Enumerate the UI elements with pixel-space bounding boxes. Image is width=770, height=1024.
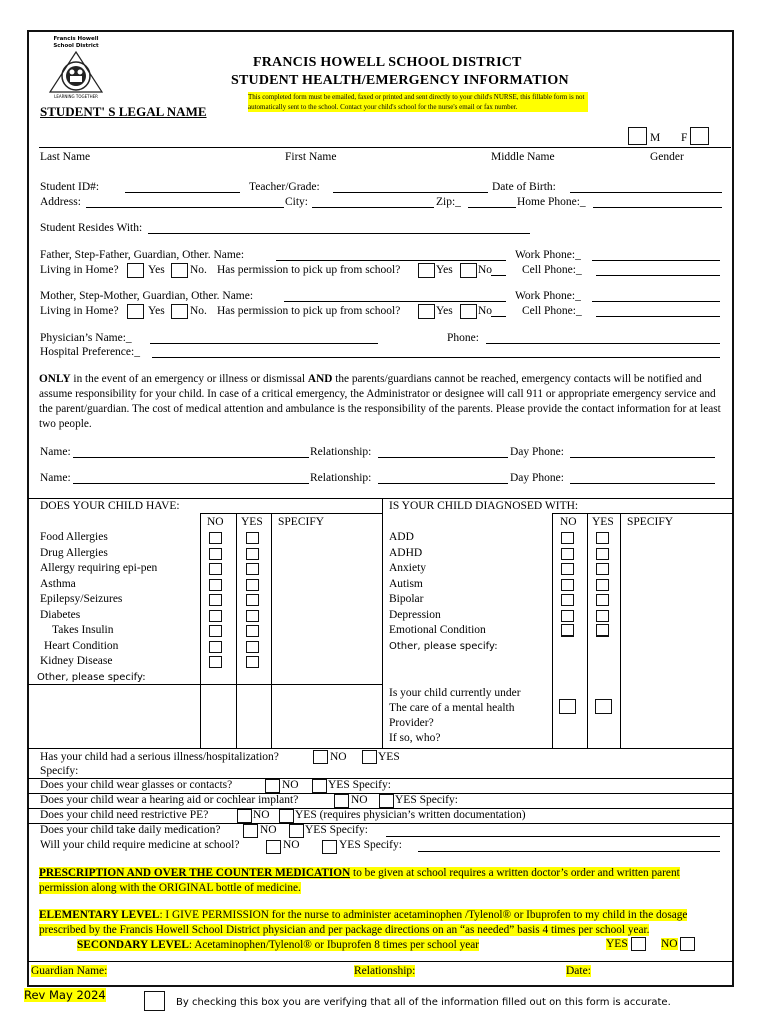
condition-no-checkbox[interactable] xyxy=(209,532,222,544)
q6-yes-label: YES Specify: xyxy=(339,839,402,851)
q2-yes-checkbox[interactable] xyxy=(312,779,327,793)
submission-notice: This completed form must be emailed, faxed or printed and sent directly to your child's NURSE, this fillable form is not automatically sent to the school. Contact your child's school for the nurse's email or fax number. xyxy=(248,92,588,112)
dob-label: Date of Birth: xyxy=(492,181,556,193)
mental-health-yes-checkbox[interactable] xyxy=(595,699,612,714)
physician-phone-field[interactable] xyxy=(486,343,720,344)
father-living-no-checkbox[interactable] xyxy=(171,263,188,278)
q1-specify-label: Specify: xyxy=(40,765,79,777)
secondary-no-label: NO xyxy=(661,938,678,950)
condition-yes-checkbox[interactable] xyxy=(246,594,259,606)
father-work-label: Work Phone:_ xyxy=(515,249,581,261)
mother-permission-label: Has permission to pick up from school? xyxy=(217,305,401,317)
father-living-no-label: No. xyxy=(190,264,207,276)
secondary-yes-label: YES xyxy=(606,938,628,950)
left-sub-header-line xyxy=(200,513,382,514)
condition-yes-checkbox[interactable] xyxy=(246,656,259,668)
right-sub-header-line xyxy=(552,513,733,514)
condition-no-checkbox[interactable] xyxy=(209,594,222,606)
right-other-label: Other, please specify: xyxy=(389,641,498,652)
mother-pickup-yes-checkbox[interactable] xyxy=(418,304,435,319)
elementary-label: ELEMENTARY LEVEL xyxy=(39,909,160,921)
condition-yes-checkbox[interactable] xyxy=(246,610,259,622)
mother-name-label: Mother, Step-Mother, Guardian, Other. Name: xyxy=(40,290,254,302)
condition-no-checkbox[interactable] xyxy=(209,656,222,668)
contact2-phone-label: Day Phone: xyxy=(510,472,564,484)
signature-divider xyxy=(28,961,733,962)
q5-yes-label: YES Specify: xyxy=(305,824,368,836)
q5-yes-checkbox[interactable] xyxy=(289,824,304,838)
hospital-label: Hospital Preference:_ xyxy=(40,346,140,358)
diagnosis-label: ADD xyxy=(389,531,414,543)
city-label: City: xyxy=(285,196,309,208)
gender-m-label: M xyxy=(650,132,661,144)
diagnosis-no-checkbox[interactable] xyxy=(561,548,574,560)
teacher-label: Teacher/Grade: xyxy=(249,181,320,193)
gender-f-checkbox[interactable] xyxy=(690,127,709,145)
middle-name-label: Middle Name xyxy=(491,151,555,163)
mental-health-line-2: The care of a mental health xyxy=(389,702,515,714)
mother-living-label: Living in Home? xyxy=(40,305,119,317)
father-cell-label: Cell Phone:_ xyxy=(522,264,582,276)
hospital-field[interactable] xyxy=(152,357,720,358)
physician-field[interactable] xyxy=(150,343,378,344)
mother-living-no-label: No. xyxy=(190,305,207,317)
q6-specify-field[interactable] xyxy=(418,851,720,852)
left-no-header: NO xyxy=(207,516,224,528)
contact1-name-field[interactable] xyxy=(73,457,309,458)
left-col-line-3 xyxy=(271,513,272,748)
mental-health-no-checkbox[interactable] xyxy=(559,699,576,714)
father-pickup-yes-label: Yes xyxy=(436,264,453,276)
mother-pickup-no-label: No xyxy=(478,305,493,317)
home-phone-label: Home Phone:_ xyxy=(517,196,586,208)
left-header: DOES YOUR CHILD HAVE: xyxy=(40,500,180,512)
mental-health-line-4: If so, who? xyxy=(389,732,441,744)
left-specify-header: SPECIFY xyxy=(278,516,325,528)
medication-heading: PRESCRIPTION AND OVER THE COUNTER MEDICATION xyxy=(39,867,351,879)
father-living-label: Living in Home? xyxy=(40,264,119,276)
signature-relationship-label: Relationship: xyxy=(354,965,416,977)
district-logo xyxy=(46,36,106,100)
diagnosis-label: Bipolar xyxy=(389,593,424,605)
mother-cell-field[interactable] xyxy=(596,316,720,317)
left-yes-header: YES xyxy=(241,516,263,528)
diagnosis-no-checkbox[interactable] xyxy=(561,594,574,606)
first-name-label: First Name xyxy=(285,151,337,163)
contact2-relationship-field[interactable] xyxy=(378,483,508,484)
condition-label: Diabetes xyxy=(40,608,81,621)
diagnosis-label: Autism xyxy=(389,577,423,590)
q4-no-checkbox[interactable] xyxy=(237,809,252,823)
and-text: AND xyxy=(307,373,333,385)
condition-yes-checkbox[interactable] xyxy=(246,579,259,591)
diagnosis-label: Anxiety xyxy=(389,562,427,574)
diagnosis-label: Emotional Condition xyxy=(389,624,486,636)
father-cell-field[interactable] xyxy=(596,275,720,276)
zip-label: Zip:_ xyxy=(436,196,461,208)
district-title: FRANCIS HOWELL SCHOOL DISTRICT xyxy=(253,55,522,70)
father-name-label: Father, Step-Father, Guardian, Other. Name: xyxy=(40,249,245,261)
condition-label: Asthma xyxy=(40,577,76,590)
q6-yes-checkbox[interactable] xyxy=(322,840,337,854)
condition-label: Kidney Disease xyxy=(40,655,113,667)
mother-pickup-yes-label: Yes xyxy=(436,305,453,317)
q2-label: Does your child wear glasses or contacts? xyxy=(40,779,233,791)
diagnosis-no-checkbox[interactable] xyxy=(561,532,574,544)
address-field[interactable] xyxy=(86,207,284,208)
q4-yes-label: YES (requires physician’s written documentation) xyxy=(295,809,526,821)
student-id-field[interactable] xyxy=(125,192,240,193)
mother-living-no-checkbox[interactable] xyxy=(171,304,188,319)
revision-label: Rev May 2024 xyxy=(24,988,106,1002)
diagnosis-label: Depression xyxy=(389,608,441,621)
logo-text: Francis Howell School District xyxy=(53,36,99,49)
student-id-label: Student ID#: xyxy=(40,181,100,193)
mother-cell-label: Cell Phone:_ xyxy=(522,305,582,317)
q3-label: Does your child wear a hearing aid or cochlear implant? xyxy=(40,794,299,806)
table-top-line xyxy=(28,498,733,499)
father-pickup-no-label: No xyxy=(478,264,493,276)
secondary-no-checkbox[interactable] xyxy=(680,937,695,951)
father-pickup-no-checkbox[interactable] xyxy=(460,263,477,278)
contact2-name-label: Name: xyxy=(40,472,71,484)
right-col-line-1 xyxy=(552,513,553,748)
contact2-name-field[interactable] xyxy=(73,483,309,484)
right-yes-header: YES xyxy=(592,516,614,528)
secondary-label: SECONDARY LEVEL xyxy=(77,939,189,951)
mother-work-field[interactable] xyxy=(592,301,720,302)
father-name-field[interactable] xyxy=(276,260,506,261)
zip-field[interactable] xyxy=(468,207,516,208)
mental-health-line-3: Provider? xyxy=(389,717,434,729)
gender-label: Gender xyxy=(650,151,684,163)
q3-yes-checkbox[interactable] xyxy=(379,794,394,808)
father-pickup-yes-checkbox[interactable] xyxy=(418,263,435,278)
q2-yes-label: YES Specify: xyxy=(328,779,391,791)
form-title: STUDENT HEALTH/EMERGENCY INFORMATION xyxy=(231,73,569,88)
emergency-text-1: in the event of an emergency or illness or dismissal xyxy=(70,373,308,385)
medication-paragraph xyxy=(39,866,729,896)
elementary-text: : I GIVE PERMISSION for the nurse to administer acetaminophen /Tylenol® or Ibuprofen to my child in the dosage prescribed by the Francis Howell School District physician and per package directions on an “as needed” basis 4 times per school year. xyxy=(39,909,688,936)
condition-label: Allergy requiring epi-pen xyxy=(40,562,158,574)
left-col-line-2 xyxy=(236,513,237,748)
resides-label: Student Resides With: xyxy=(40,222,143,234)
city-field[interactable] xyxy=(312,207,434,208)
q2-no-checkbox[interactable] xyxy=(265,779,280,793)
legal-name-heading: STUDENT' S LEGAL NAME xyxy=(40,104,207,119)
condition-no-checkbox[interactable] xyxy=(209,641,222,653)
mother-pickup-line xyxy=(491,316,506,317)
diagnosis-yes-checkbox[interactable] xyxy=(596,610,609,622)
condition-yes-checkbox[interactable] xyxy=(246,641,259,653)
condition-no-checkbox[interactable] xyxy=(209,610,222,622)
right-specify-header: SPECIFY xyxy=(627,516,674,528)
q2-no-label: NO xyxy=(282,779,299,791)
q1-no-label: NO xyxy=(330,751,347,763)
q1-yes-checkbox[interactable] xyxy=(362,750,377,764)
mother-living-yes-label: Yes xyxy=(148,305,165,317)
contact1-name-label: Name: xyxy=(40,446,71,458)
resides-field[interactable] xyxy=(148,233,530,234)
mental-health-line-1: Is your child currently under xyxy=(389,687,521,699)
contact1-relationship-field[interactable] xyxy=(378,457,508,458)
q1-no-checkbox[interactable] xyxy=(313,750,328,764)
teacher-field[interactable] xyxy=(333,192,488,193)
father-pickup-line xyxy=(491,275,506,276)
condition-no-checkbox[interactable] xyxy=(209,563,222,575)
physician-phone-label: Phone: xyxy=(447,332,479,344)
diagnosis-yes-checkbox[interactable] xyxy=(596,594,609,606)
other-diagnosis-yes-checkbox[interactable] xyxy=(596,624,609,636)
dob-field[interactable] xyxy=(570,192,722,193)
condition-no-checkbox[interactable] xyxy=(209,548,222,560)
condition-no-checkbox[interactable] xyxy=(209,625,222,637)
diagnosis-no-checkbox[interactable] xyxy=(561,563,574,575)
q1-yes-label: YES xyxy=(378,751,400,763)
logo-emblem-icon xyxy=(46,50,106,100)
last-name-label: Last Name xyxy=(40,151,91,163)
name-line xyxy=(39,147,731,148)
diagnosis-yes-checkbox[interactable] xyxy=(596,563,609,575)
q6-no-checkbox[interactable] xyxy=(266,840,281,854)
father-living-yes-label: Yes xyxy=(148,264,165,276)
home-phone-field[interactable] xyxy=(593,207,722,208)
guardian-name-label: Guardian Name: xyxy=(31,965,108,977)
diagnosis-no-checkbox[interactable] xyxy=(561,610,574,622)
signature-date-label: Date: xyxy=(566,965,591,977)
condition-yes-checkbox[interactable] xyxy=(246,625,259,637)
father-work-field[interactable] xyxy=(592,260,720,261)
verify-text: By checking this box you are verifying that all of the information filled out on this form is accurate. xyxy=(176,997,671,1008)
logo-tagline: LEARNING TOGETHER xyxy=(54,94,98,99)
secondary-yes-checkbox[interactable] xyxy=(631,937,646,951)
q3-no-checkbox[interactable] xyxy=(334,794,349,808)
condition-yes-checkbox[interactable] xyxy=(246,563,259,575)
mother-name-field[interactable] xyxy=(284,301,506,302)
diagnosis-yes-checkbox[interactable] xyxy=(596,548,609,560)
father-living-yes-checkbox[interactable] xyxy=(127,263,144,278)
gender-m-checkbox[interactable] xyxy=(628,127,647,145)
q5-no-checkbox[interactable] xyxy=(243,824,258,838)
table-center-line xyxy=(382,498,383,748)
other-diagnosis-no-checkbox[interactable] xyxy=(561,624,574,636)
q4-label: Does your child need restrictive PE? xyxy=(40,809,209,821)
condition-label: Takes Insulin xyxy=(52,624,114,636)
right-no-header: NO xyxy=(560,516,577,528)
emergency-text-2: the parents/guardians cannot be reached, emergency contacts will be notified and assume responsibility for your child. In case of a critical emergency, the Administrator or designee will call 911 or appropriate emergency service and the parent/guardian. The cost of medical attention and ambulance is the responsibility of the parents. Please provide the contact information for at least two people. xyxy=(39,373,721,430)
diagnosis-yes-checkbox[interactable] xyxy=(596,532,609,544)
q6-label: Will your child require medicine at school? xyxy=(40,839,240,851)
q5-label: Does your child take daily medication? xyxy=(40,824,221,836)
emergency-paragraph xyxy=(39,372,729,432)
condition-yes-checkbox[interactable] xyxy=(246,548,259,560)
physician-label: Physician’s Name:_ xyxy=(40,332,132,344)
left-other-label: Other, please specify: xyxy=(37,672,146,683)
diagnosis-label: ADHD xyxy=(389,546,423,559)
diagnosis-yes-checkbox[interactable] xyxy=(596,579,609,591)
gender-f-label: F xyxy=(681,132,688,144)
right-header: IS YOUR CHILD DIAGNOSED WITH: xyxy=(389,500,579,512)
right-col-line-3 xyxy=(620,513,621,748)
diagnosis-no-checkbox[interactable] xyxy=(561,579,574,591)
mother-work-label: Work Phone:_ xyxy=(515,290,581,302)
q3-yes-label: YES Specify: xyxy=(395,794,458,806)
contact1-phone-label: Day Phone: xyxy=(510,446,564,458)
q5-no-label: NO xyxy=(260,824,277,836)
contact2-phone-field[interactable] xyxy=(570,483,715,484)
condition-label: Heart Condition xyxy=(44,639,119,652)
other-row-line xyxy=(28,684,382,685)
verify-checkbox[interactable] xyxy=(144,991,165,1011)
secondary-text: : Acetaminophen/Tylenol® or Ibuprofen 8 times per school year xyxy=(188,939,480,951)
contact2-relationship-label: Relationship: xyxy=(310,472,372,484)
q1-label: Has your child had a serious illness/hospitalization? xyxy=(40,751,279,763)
condition-yes-checkbox[interactable] xyxy=(246,532,259,544)
medication-text: to be given at school requires a written doctor’s order and written parent permission along with the ORIGINAL bottle of medicine. xyxy=(39,867,680,894)
q4-yes-checkbox[interactable] xyxy=(279,809,294,823)
father-permission-label: Has permission to pick up from school? xyxy=(217,264,401,276)
mother-living-yes-checkbox[interactable] xyxy=(127,304,144,319)
address-label: Address: xyxy=(40,196,81,208)
q5-specify-field[interactable] xyxy=(386,836,720,837)
right-col-line-2 xyxy=(587,513,588,748)
contact1-relationship-label: Relationship: xyxy=(310,446,372,458)
q4-no-label: NO xyxy=(253,809,270,821)
condition-label: Food Allergies xyxy=(40,531,108,543)
condition-label: Drug Allergies xyxy=(40,546,108,559)
contact1-phone-field[interactable] xyxy=(570,457,715,458)
condition-label: Epilepsy/Seizures xyxy=(40,593,123,605)
only-text: ONLY xyxy=(39,373,71,385)
table-bottom-line xyxy=(28,748,733,749)
q6-no-label: NO xyxy=(283,839,300,851)
left-col-line-1 xyxy=(200,513,201,748)
mother-pickup-no-checkbox[interactable] xyxy=(460,304,477,319)
q3-no-label: NO xyxy=(351,794,368,806)
condition-no-checkbox[interactable] xyxy=(209,579,222,591)
